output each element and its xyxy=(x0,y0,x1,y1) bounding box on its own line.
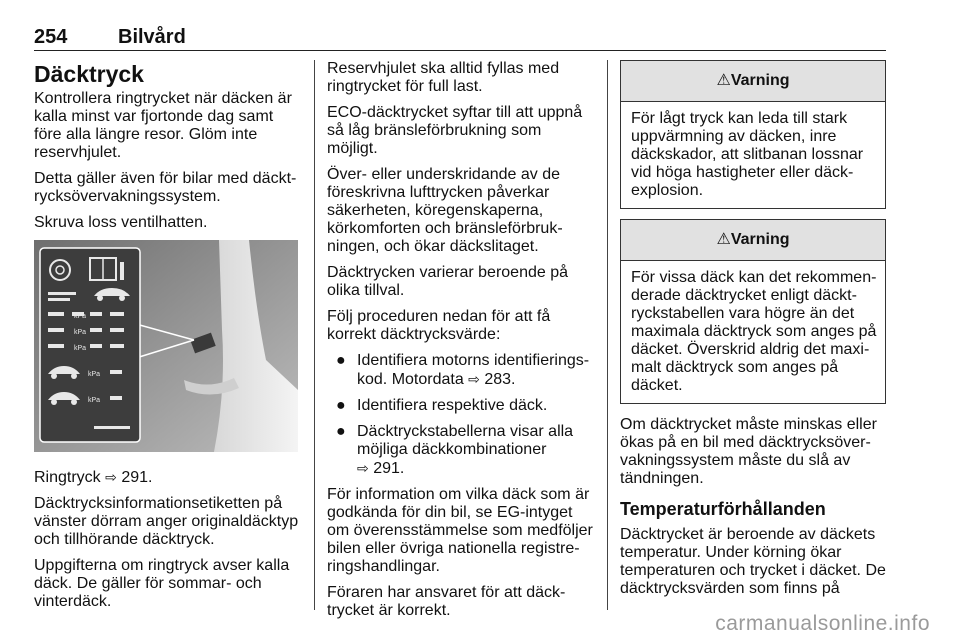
list-item xyxy=(327,397,595,415)
paragraph: Däcktrycken varierar beroende på olika tillval. xyxy=(327,264,569,299)
paragraph: Om däcktrycket måste minskas eller ökas på en bil med däcktrycksövervakningssystem måste du slå av tändningen. xyxy=(620,416,877,487)
paragraph: Reservhjulet ska alltid fyllas med ringtrycket för full last. xyxy=(327,60,560,95)
list-item-text: Identifiera respektive däck. xyxy=(357,397,548,414)
watermark: carmanualsonline.info xyxy=(715,612,930,635)
page-header xyxy=(34,26,886,51)
column-right xyxy=(620,60,886,606)
page-reference-icon: ⇨ xyxy=(357,460,369,476)
paragraph: Föraren har ansvaret för att däcktrycket är korrekt. xyxy=(327,584,566,619)
label-unit: kPa xyxy=(74,313,87,320)
paragraph: Uppgifterna om ringtryck avser kalla däck. De gäller för sommar- och vinterdäck. xyxy=(34,557,290,610)
column-middle xyxy=(327,60,595,628)
list-item-text: Identifiera motorns identifieringskod. Motordata xyxy=(357,352,590,388)
bullet-icon: ● xyxy=(336,352,346,369)
warning-text: För lågt tryck kan leda till stark uppvärmning av däcken, inre däckskador, att slitbanan lossnar vid höga hastigheter eller däckexplosion. xyxy=(631,110,864,199)
warning-box xyxy=(620,60,886,209)
subsection-title: Temperaturförhållanden xyxy=(620,499,826,519)
bullet-icon: ● xyxy=(336,423,346,440)
warning-header xyxy=(621,61,885,102)
paragraph: Följ proceduren nedan för att få korrekt däcktrycksvärde: xyxy=(327,308,551,343)
label-unit: kPa xyxy=(88,397,101,404)
paragraph: Skruva loss ventilhatten. xyxy=(34,214,208,231)
column-left xyxy=(34,60,302,619)
section-title: Däcktryck xyxy=(34,61,144,87)
warning-icon: ⚠ xyxy=(716,231,731,248)
bullet-icon: ● xyxy=(336,397,346,414)
warning-title: Varning xyxy=(730,72,790,89)
list-item xyxy=(327,423,595,478)
paragraph: Däcktrycksinformationsetiketten på vänster dörram anger originaldäcktyp och tillhörande däcktryck. xyxy=(34,495,299,548)
warning-text: För vissa däck kan det rekommenderade däcktrycket enligt däcktryckstabellen vara högre än det maximala däcktryck som anges på däcket. Överskrid aldrig det maximalt däcktryck som anges på däcket. xyxy=(631,269,877,394)
paragraph: Däcktrycket är beroende av däckets temperatur. Under körning ökar temperaturen och trycket i däcket. De däcktrycksvärden som finns på xyxy=(620,526,886,597)
warning-icon: ⚠ xyxy=(716,72,731,89)
warning-header xyxy=(621,220,885,261)
chapter-title: Bilvård xyxy=(118,26,186,48)
label-unit: kPa xyxy=(88,371,101,378)
page-reference-icon: ⇨ xyxy=(105,469,117,485)
paragraph: Kontrollera ringtrycket när däcken är kalla minst var fjortonde dag samt före alla längre resor. Glöm inte reservhjulet. xyxy=(34,90,292,161)
warning-title: Varning xyxy=(730,231,790,248)
label-unit: kPa xyxy=(74,345,87,352)
ref-text: Ringtryck xyxy=(34,469,106,486)
column-divider xyxy=(314,60,315,610)
page-reference[interactable]: 283. xyxy=(484,371,516,388)
page-reference[interactable]: 291. xyxy=(373,460,405,477)
page-reference[interactable]: 291. xyxy=(121,469,153,486)
paragraph xyxy=(34,468,302,487)
page-number: 254 xyxy=(34,26,68,48)
paragraph: Över- eller underskridande av de föreskrivna lufttrycken påverkar säkerheten, köregenskaperna, körkomforten och bränsleförbrukningen, och ökar däckslitaget. xyxy=(327,166,563,255)
column-divider xyxy=(607,60,608,610)
page-reference-icon: ⇨ xyxy=(468,371,480,387)
bullet-list xyxy=(327,352,595,478)
list-item xyxy=(327,352,595,389)
label-unit: kPa xyxy=(74,329,87,336)
list-item-text: Däcktryckstabellerna visar alla möjliga däckkombinationer xyxy=(357,423,574,458)
paragraph: ECO-däcktrycket syftar till att uppnå så låg bränsleförbrukning som möjligt. xyxy=(327,104,583,157)
tire-pressure-label-photo xyxy=(34,240,298,452)
paragraph: Detta gäller även för bilar med däcktrycksövervakningssystem. xyxy=(34,170,297,205)
tire-label-illustration xyxy=(34,240,298,452)
warning-box xyxy=(620,219,886,404)
paragraph: För information om vilka däck som är godkända för din bil, se EG-intyget om överensstämmelse som medföljer bilen eller övriga nationella registreringshandlingar. xyxy=(327,486,593,575)
